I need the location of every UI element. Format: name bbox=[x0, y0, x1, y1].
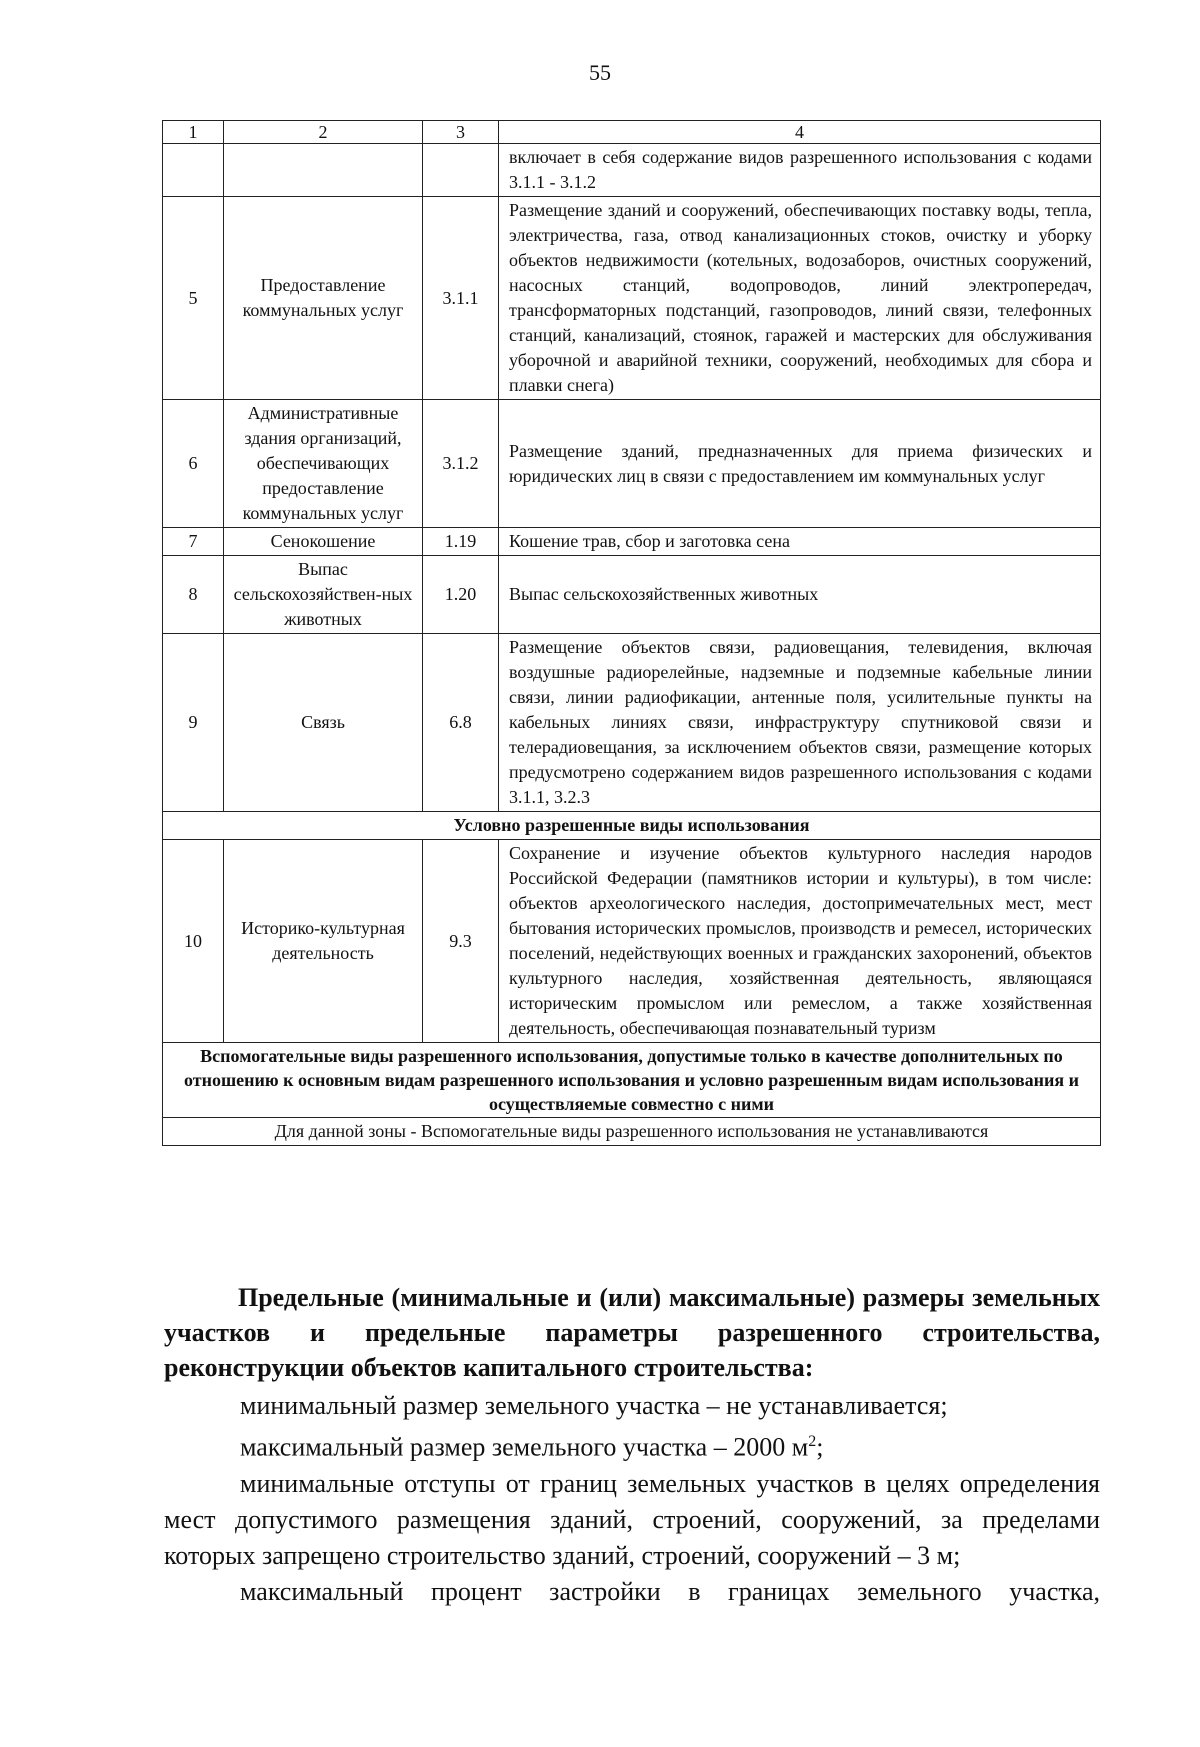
auxiliary-section-title: Вспомогательные виды разрешенного использования, допустимые только в качестве дополнительных по отношению к основным видам разрешенного использования и условно разрешенным видам использования и осуществляемые совместно с ними bbox=[163, 1043, 1101, 1118]
max-plot-size-suffix: ; bbox=[816, 1432, 824, 1462]
use-name bbox=[224, 144, 423, 197]
column-header: 3 bbox=[423, 121, 499, 144]
row-number bbox=[163, 144, 224, 197]
use-name: Сенокошение bbox=[224, 528, 423, 556]
section-header-row bbox=[163, 1043, 1101, 1118]
row-number: 8 bbox=[163, 556, 224, 634]
use-code: 6.8 bbox=[423, 634, 499, 812]
table-row bbox=[163, 197, 1101, 400]
row-number: 5 bbox=[163, 197, 224, 400]
use-code: 3.1.2 bbox=[423, 400, 499, 528]
row-number: 10 bbox=[163, 840, 224, 1043]
page-number: 55 bbox=[589, 60, 611, 85]
min-plot-size: минимальный размер земельного участка – не устанавливается; bbox=[240, 1391, 948, 1420]
note-row bbox=[163, 1118, 1101, 1146]
use-description: Размещение зданий, предназначенных для приема физических и юридических лиц в связи с предоставлением им коммунальных услуг bbox=[499, 400, 1101, 528]
use-code: 3.1.1 bbox=[423, 197, 499, 400]
row-number: 9 bbox=[163, 634, 224, 812]
row-number: 7 bbox=[163, 528, 224, 556]
use-description: Размещение зданий и сооружений, обеспечивающих поставку воды, тепла, электричества, газа, отвод канализационных стоков, очистку и уборку объектов недвижимости (котельных, водозаборов, очистных сооружений, насосных станций, водопроводов, линий электропередач, трансформаторных подстанций, газопроводов, линий связи, телефонных станций, канализаций, стоянок, гаражей и мастерских для обслуживания уборочной и аварийной техники, сооружений, необходимых для сбора и плавки снега) bbox=[499, 197, 1101, 400]
use-code: 9.3 bbox=[423, 840, 499, 1043]
limits-heading-text: Предельные (минимальные и (или) максимальные) размеры земельных участков и предельные параметры разрешенного строительства, реконструкции объектов капитального строительства: bbox=[164, 1283, 1100, 1382]
use-name: Административные здания организаций, обеспечивающих предоставление коммунальных услуг bbox=[224, 400, 423, 528]
min-setbacks: минимальные отступы от границ земельных участков в целях определения мест допустимого размещения зданий, строений, сооружений, за пределами которых запрещено строительство зданий, строений, сооружений – 3 м; bbox=[164, 1468, 1100, 1570]
table-row bbox=[163, 400, 1101, 528]
table-row bbox=[163, 840, 1101, 1043]
use-name: Предоставление коммунальных услуг bbox=[224, 197, 423, 400]
table-row bbox=[163, 144, 1101, 197]
row-number: 6 bbox=[163, 400, 224, 528]
use-name: Историко-культурная деятельность bbox=[224, 840, 423, 1043]
limits-heading bbox=[164, 1280, 1100, 1385]
table-header-row bbox=[163, 121, 1101, 144]
land-use-table bbox=[162, 120, 1101, 1146]
use-description: включает в себя содержание видов разрешенного использования с кодами 3.1.1 - 3.1.2 bbox=[499, 144, 1101, 197]
table-row bbox=[163, 528, 1101, 556]
use-description: Кошение трав, сбор и заготовка сена bbox=[499, 528, 1101, 556]
use-name: Связь bbox=[224, 634, 423, 812]
square-unit-exponent: 2 bbox=[808, 1433, 817, 1450]
use-code: 1.20 bbox=[423, 556, 499, 634]
section-header-row bbox=[163, 812, 1101, 840]
table-row bbox=[163, 556, 1101, 634]
column-header: 4 bbox=[499, 121, 1101, 144]
max-coverage: максимальный процент застройки в границах земельного участка, bbox=[240, 1576, 1100, 1606]
use-code: 1.19 bbox=[423, 528, 499, 556]
table-row bbox=[163, 634, 1101, 812]
conditional-section-title: Условно разрешенные виды использования bbox=[163, 812, 1101, 840]
use-code bbox=[423, 144, 499, 197]
use-description: Сохранение и изучение объектов культурного наследия народов Российской Федерации (памятников истории и культуры), в том числе: объектов археологического наследия, достопримечательных мест, мест бытования исторических промыслов, производств и ремесел, исторических поселений, недействующих военных и гражданских захоронений, объектов культурного наследия, хозяйственная деятельность, являющаяся историческим промыслом или ремеслом, а также хозяйственная деятельность, обеспечивающая познавательный туризм bbox=[499, 840, 1101, 1043]
use-name: Выпас сельскохозяйствен-ных животных bbox=[224, 556, 423, 634]
column-header: 1 bbox=[163, 121, 224, 144]
max-plot-size bbox=[164, 1424, 1100, 1466]
auxiliary-note: Для данной зоны - Вспомогательные виды разрешенного использования не устанавливаются bbox=[163, 1118, 1101, 1146]
use-description: Выпас сельскохозяйственных животных bbox=[499, 556, 1101, 634]
use-description: Размещение объектов связи, радиовещания, телевидения, включая воздушные радиорелейные, надземные и подземные кабельные линии связи, линии радиофикации, антенные поля, усилительные пункты на кабельных линиях связи, инфраструктуру спутниковой связи и телерадиовещания, за исключением объектов связи, размещение которых предусмотрено содержанием видов разрешенного использования с кодами 3.1.1, 3.2.3 bbox=[499, 634, 1101, 812]
max-plot-size-text: максимальный размер земельного участка – 2000 м bbox=[240, 1432, 809, 1462]
limits-list bbox=[164, 1388, 1100, 1610]
column-header: 2 bbox=[224, 121, 423, 144]
